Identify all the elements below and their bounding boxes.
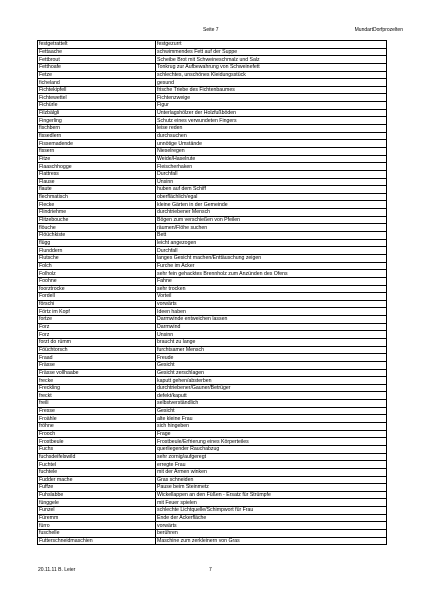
dialect-term-cell: Forz bbox=[38, 331, 156, 339]
dialect-term-cell: Foohne bbox=[38, 277, 156, 285]
dialect-term-cell: Fuhslabbe bbox=[38, 491, 156, 499]
table-row bbox=[38, 316, 387, 324]
table-row bbox=[38, 216, 387, 224]
table-row bbox=[38, 270, 387, 278]
meaning-cell: Pause beim Steinmetz bbox=[156, 484, 387, 492]
table-row bbox=[38, 384, 387, 392]
table-row bbox=[38, 369, 387, 377]
glossary-table bbox=[37, 40, 387, 545]
table-row bbox=[38, 514, 387, 522]
table-row bbox=[38, 491, 387, 499]
dialect-term-cell: flöuche bbox=[38, 224, 156, 232]
table-row bbox=[38, 453, 387, 461]
dialect-term-cell: flügg bbox=[38, 239, 156, 247]
table-row bbox=[38, 377, 387, 385]
meaning-cell: Gesicht bbox=[156, 361, 387, 369]
dialect-term-cell: Fettbrout bbox=[38, 56, 156, 64]
dialect-term-cell: fissedlern bbox=[38, 132, 156, 140]
dialect-term-cell: Frässe bbox=[38, 361, 156, 369]
dialect-term-cell: Fichtekipfell bbox=[38, 86, 156, 94]
table-row bbox=[38, 147, 387, 155]
table-row bbox=[38, 338, 387, 346]
meaning-cell: sehr zornig/aufgeregt bbox=[156, 453, 387, 461]
table-row bbox=[38, 285, 387, 293]
table-row bbox=[38, 484, 387, 492]
dialect-term-cell: fortze bbox=[38, 316, 156, 324]
table-row bbox=[38, 71, 387, 79]
table-row bbox=[38, 109, 387, 117]
meaning-cell: leicht angezogen bbox=[156, 239, 387, 247]
table-row bbox=[38, 86, 387, 94]
table-row bbox=[38, 186, 387, 194]
table-row bbox=[38, 407, 387, 415]
meaning-cell: Wickellappen an den Füßen - Ersatz für Strümpfe bbox=[156, 491, 387, 499]
meaning-cell: Tonkrug zur Aufbewahrung von Schweinefett bbox=[156, 63, 387, 71]
dialect-term-cell: Flutsche bbox=[38, 254, 156, 262]
dialect-term-cell: Förtz im Kopf bbox=[38, 308, 156, 316]
meaning-cell: festgezurrt bbox=[156, 41, 387, 49]
meaning-cell: furchtsamer Mensch bbox=[156, 346, 387, 354]
table-row bbox=[38, 476, 387, 484]
dialect-term-cell: fröhne bbox=[38, 423, 156, 431]
dialect-term-cell: Frooch bbox=[38, 430, 156, 438]
table-row bbox=[38, 201, 387, 209]
table-row bbox=[38, 361, 387, 369]
dialect-term-cell: Frässe vollhaabe bbox=[38, 369, 156, 377]
dialect-term-cell: ficheland bbox=[38, 79, 156, 87]
meaning-cell: Bett bbox=[156, 232, 387, 240]
meaning-cell: Schutz eines verwundeten Fingers bbox=[156, 117, 387, 125]
table-row bbox=[38, 507, 387, 515]
table-row bbox=[38, 224, 387, 232]
dialect-term-cell: Flecke bbox=[38, 201, 156, 209]
meaning-cell: Unsinn bbox=[156, 331, 387, 339]
meaning-cell: Bögen zum verschießen von Pfeilen bbox=[156, 216, 387, 224]
meaning-cell: Durchfall bbox=[156, 170, 387, 178]
dialect-term-cell: Fordell bbox=[38, 293, 156, 301]
footer-page-number: 7 bbox=[209, 567, 212, 573]
table-row bbox=[38, 117, 387, 125]
meaning-cell: schlechte Lichtquelle/Schimpwort für Frau bbox=[156, 507, 387, 515]
meaning-cell: Frostbeule/Erfrierung eines Körperteiles bbox=[156, 438, 387, 446]
table-row bbox=[38, 254, 387, 262]
dialect-term-cell: Forz bbox=[38, 323, 156, 331]
dialect-term-cell: Fichtewettel bbox=[38, 94, 156, 102]
dialect-term-cell: Fuchtel bbox=[38, 461, 156, 469]
table-row bbox=[38, 125, 387, 133]
table-row bbox=[38, 102, 387, 110]
table-row bbox=[38, 415, 387, 423]
dialect-term-cell: Fuffze bbox=[38, 484, 156, 492]
meaning-cell: kaputt gehen/absterben bbox=[156, 377, 387, 385]
dialect-term-cell: fissern bbox=[38, 147, 156, 155]
meaning-cell: Fleischerhaken bbox=[156, 163, 387, 171]
meaning-cell: selbstverständlich bbox=[156, 400, 387, 408]
meaning-cell: schlechtes, unschönes Kleidungsstück bbox=[156, 71, 387, 79]
meaning-cell: durchtriebener Mensch bbox=[156, 209, 387, 217]
table-row bbox=[38, 262, 387, 270]
table-row bbox=[38, 331, 387, 339]
meaning-cell: alte kleine Frau bbox=[156, 415, 387, 423]
meaning-cell: Ideen haben bbox=[156, 308, 387, 316]
table-row bbox=[38, 178, 387, 186]
dialect-term-cell: Flause bbox=[38, 178, 156, 186]
table-row bbox=[38, 193, 387, 201]
dialect-term-cell: fischbern bbox=[38, 125, 156, 133]
table-row bbox=[38, 170, 387, 178]
dialect-term-cell: Flattress bbox=[38, 170, 156, 178]
meaning-cell: Gras schneiden bbox=[156, 476, 387, 484]
dialect-term-cell: forzt do rümm bbox=[38, 338, 156, 346]
table-row bbox=[38, 293, 387, 301]
dialect-term-cell: Fraad bbox=[38, 354, 156, 362]
dialect-term-cell: Frostbeule bbox=[38, 438, 156, 446]
table-row bbox=[38, 346, 387, 354]
meaning-cell: erregte Frau bbox=[156, 461, 387, 469]
dialect-term-cell: Fitze bbox=[38, 155, 156, 163]
dialect-term-cell: flaute bbox=[38, 186, 156, 194]
dialect-term-cell: Flaaschhogge bbox=[38, 163, 156, 171]
table-row bbox=[38, 423, 387, 431]
table-row bbox=[38, 232, 387, 240]
table-row bbox=[38, 354, 387, 362]
table-row bbox=[38, 438, 387, 446]
meaning-cell: frische Triebe des Fichtenbaumes bbox=[156, 86, 387, 94]
meaning-cell: Vorteil bbox=[156, 293, 387, 301]
dialect-term-cell: Freckling bbox=[38, 384, 156, 392]
meaning-cell: huben auf dem Schiff bbox=[156, 186, 387, 194]
dialect-term-cell: Fichürle bbox=[38, 102, 156, 110]
table-row bbox=[38, 530, 387, 538]
dialect-term-cell: Fetthoafe bbox=[38, 63, 156, 71]
meaning-cell: leise reden bbox=[156, 125, 387, 133]
meaning-cell: Unsinn bbox=[156, 178, 387, 186]
meaning-cell: Gesicht bbox=[156, 407, 387, 415]
meaning-cell: Scheibe Brot mit Schweineschmalz und Salz bbox=[156, 56, 387, 64]
dialect-term-cell: Fresse bbox=[38, 407, 156, 415]
glossary-table-body bbox=[38, 41, 387, 545]
meaning-cell: oberflächlich/egal bbox=[156, 193, 387, 201]
meaning-cell: Darmwinde entweichen lassen bbox=[156, 316, 387, 324]
dialect-term-cell: freckt bbox=[38, 392, 156, 400]
meaning-cell: Fichtenzweige bbox=[156, 94, 387, 102]
table-row bbox=[38, 308, 387, 316]
meaning-cell: defekt/kaputt bbox=[156, 392, 387, 400]
meaning-cell: sehr fein gehacktes Brennholz zum Anzünden des Ofens bbox=[156, 270, 387, 278]
table-row bbox=[38, 430, 387, 438]
table-row bbox=[38, 323, 387, 331]
dialect-term-cell: Fudder mache bbox=[38, 476, 156, 484]
meaning-cell: sich hingeben bbox=[156, 423, 387, 431]
table-row bbox=[38, 209, 387, 217]
dialect-term-cell: Fetze bbox=[38, 71, 156, 79]
dialect-term-cell: Fettaache bbox=[38, 48, 156, 56]
table-row bbox=[38, 461, 387, 469]
meaning-cell: Unterlagshölzer der Holzfußböden bbox=[156, 109, 387, 117]
meaning-cell: räumen/Flöhe suchen bbox=[156, 224, 387, 232]
dialect-term-cell: Futterschneidmaschien bbox=[38, 537, 156, 545]
meaning-cell: gesund bbox=[156, 79, 387, 87]
table-row bbox=[38, 132, 387, 140]
dialect-term-cell: foorztrocke bbox=[38, 285, 156, 293]
dialect-term-cell: fünggele bbox=[38, 499, 156, 507]
table-row bbox=[38, 94, 387, 102]
dialect-term-cell: Fissemadende bbox=[38, 140, 156, 148]
dialect-term-cell: Folch bbox=[38, 262, 156, 270]
dialect-term-cell: Flunddern bbox=[38, 247, 156, 255]
dialect-term-cell: Flitzebouche bbox=[38, 216, 156, 224]
dialect-term-cell: Filzbälgli bbox=[38, 109, 156, 117]
table-row bbox=[38, 140, 387, 148]
table-row bbox=[38, 239, 387, 247]
header-page-label: Seite 7 bbox=[203, 27, 219, 33]
table-row bbox=[38, 400, 387, 408]
header-document-title: MundartDorfprozelten bbox=[354, 27, 403, 33]
table-row bbox=[38, 468, 387, 476]
dialect-term-cell: freili bbox=[38, 400, 156, 408]
meaning-cell: Frage bbox=[156, 430, 387, 438]
dialect-term-cell: Froähle bbox=[38, 415, 156, 423]
dialect-term-cell: fuschelle bbox=[38, 530, 156, 538]
meaning-cell: vorwärts bbox=[156, 300, 387, 308]
meaning-cell: schwimmendes Fett auf der Suppe bbox=[156, 48, 387, 56]
table-row bbox=[38, 79, 387, 87]
table-row bbox=[38, 499, 387, 507]
dialect-term-cell: frecke bbox=[38, 377, 156, 385]
table-row bbox=[38, 300, 387, 308]
meaning-cell: Durchfall bbox=[156, 247, 387, 255]
meaning-cell: durchsuchen bbox=[156, 132, 387, 140]
dialect-term-cell: Föüchtorsch bbox=[38, 346, 156, 354]
meaning-cell: kleine Gärten in der Gemeinde bbox=[156, 201, 387, 209]
table-row bbox=[38, 48, 387, 56]
dialect-term-cell: fuchsdeifelswild bbox=[38, 453, 156, 461]
dialect-term-cell: Füremm bbox=[38, 514, 156, 522]
table-row bbox=[38, 247, 387, 255]
dialect-term-cell: Funzel bbox=[38, 507, 156, 515]
dialect-term-cell: fürro bbox=[38, 522, 156, 530]
meaning-cell: unnötige Umstände bbox=[156, 140, 387, 148]
dialect-term-cell: Fingerling bbox=[38, 117, 156, 125]
dialect-term-cell: festgetrattelt bbox=[38, 41, 156, 49]
meaning-cell: Maschine zum zerkleinern von Gras bbox=[156, 537, 387, 545]
dialect-term-cell: Flöüchkiste bbox=[38, 232, 156, 240]
meaning-cell: braucht zu lange bbox=[156, 338, 387, 346]
meaning-cell: Gesicht zerschlagen bbox=[156, 369, 387, 377]
meaning-cell: durchtriebener/Gauner/Betrüger bbox=[156, 384, 387, 392]
table-row bbox=[38, 537, 387, 545]
meaning-cell: Freude bbox=[156, 354, 387, 362]
meaning-cell: Nieselregen bbox=[156, 147, 387, 155]
meaning-cell: mit Feuer spielen bbox=[156, 499, 387, 507]
table-row bbox=[38, 392, 387, 400]
meaning-cell: Weide/Haselrute bbox=[156, 155, 387, 163]
dialect-term-cell: Folholz bbox=[38, 270, 156, 278]
meaning-cell: mit der Armen winken bbox=[156, 468, 387, 476]
meaning-cell: berühren bbox=[156, 530, 387, 538]
table-row bbox=[38, 63, 387, 71]
table-row bbox=[38, 277, 387, 285]
dialect-term-cell: flechmatisch bbox=[38, 193, 156, 201]
meaning-cell: vorwärts bbox=[156, 522, 387, 530]
dialect-term-cell: Flindriehme bbox=[38, 209, 156, 217]
table-row bbox=[38, 163, 387, 171]
footer-date-author: 20.11.11 B. Leier bbox=[38, 567, 76, 573]
meaning-cell: Figur bbox=[156, 102, 387, 110]
meaning-cell: sehr trocken bbox=[156, 285, 387, 293]
table-row bbox=[38, 56, 387, 64]
table-row bbox=[38, 155, 387, 163]
dialect-term-cell: Fuchs bbox=[38, 445, 156, 453]
dialect-term-cell: fuchtele bbox=[38, 468, 156, 476]
meaning-cell: Ende der Ackerfläche bbox=[156, 514, 387, 522]
meaning-cell: Furche im Acker bbox=[156, 262, 387, 270]
table-row bbox=[38, 445, 387, 453]
table-row bbox=[38, 41, 387, 49]
meaning-cell: Fahne bbox=[156, 277, 387, 285]
meaning-cell: langes Gesicht machen/Enttäuschung zeigen bbox=[156, 254, 387, 262]
meaning-cell: Darmwind bbox=[156, 323, 387, 331]
dialect-term-cell: förschi bbox=[38, 300, 156, 308]
meaning-cell: querliegender Rauchabzug bbox=[156, 445, 387, 453]
table-row bbox=[38, 522, 387, 530]
